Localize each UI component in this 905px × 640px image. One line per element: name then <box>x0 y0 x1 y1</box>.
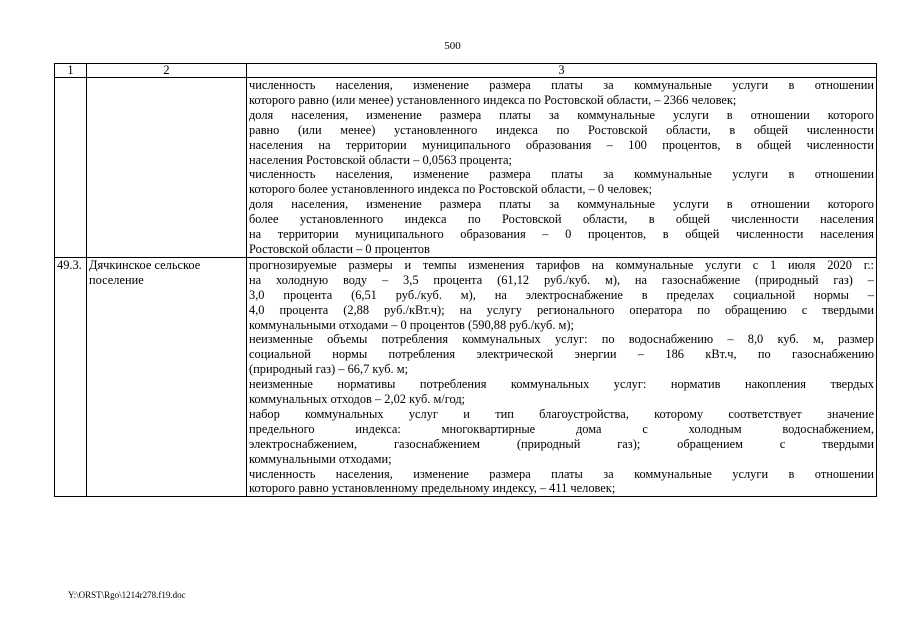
text-line: коммунальными отходами; <box>249 451 392 466</box>
text-line: численность населения, изменение размера платы за коммунальные услуги в отношении <box>249 167 874 182</box>
text-line: на территории муниципального образования – 0 процентов, в общей численности населения <box>249 227 874 242</box>
text-line: электроснабжением, газоснабжением (природный газ); обращением с твердыми <box>249 436 874 451</box>
row-text-cell <box>247 257 877 497</box>
row-text-cell <box>247 78 877 258</box>
text-line: (природный газ) – 66,7 куб. м; <box>249 362 409 377</box>
text-line: более установленного индекса по Ростовской области, в общей численности населения <box>249 212 874 227</box>
page-number: 500 <box>444 40 461 52</box>
text-line: численность населения, изменение размера платы за коммунальные услуги в отношении <box>249 466 874 481</box>
text-line: коммунальными отходами – 0 процентов (590,88 руб./куб. м); <box>249 317 574 332</box>
text-line: неизменные объемы потребления коммунальных услуг: по водоснабжению – 8,0 куб. м, размер <box>249 332 874 347</box>
row-number-cell: 49.3. <box>55 257 87 497</box>
header-col1: 1 <box>55 64 87 78</box>
header-col2: 2 <box>87 64 247 78</box>
settlement-name-line2: поселение <box>89 272 144 287</box>
text-line: социальной нормы потребления электрической энергии – 186 кВт.ч, по газоснабжению <box>249 347 874 362</box>
row1-text <box>249 78 874 257</box>
row2-text <box>249 258 874 497</box>
table-header-row <box>55 64 877 78</box>
text-line: на холодную воду – 3,5 процента (61,12 руб./куб. м), на газоснабжение (природный газ) – <box>249 272 874 287</box>
text-line: набор коммунальных услуг и тип благоустройства, которому соответствует значение <box>249 406 874 421</box>
text-line: доля населения, изменение размера платы за коммунальные услуги в отношении которого <box>249 107 874 122</box>
text-line: которого равно установленному предельному индексу, – 411 человек; <box>249 481 616 496</box>
text-line: неизменные нормативы потребления коммунальных услуг: норматив накопления твердых <box>249 377 874 392</box>
text-line: Ростовской области – 0 процентов <box>249 241 430 256</box>
document-table <box>54 63 877 497</box>
text-line: коммунальных отходов – 2,02 куб. м/год; <box>249 392 466 407</box>
table-row <box>55 257 877 497</box>
text-line: которого равно (или менее) установленного индекса по Ростовской области, – 2366 человек; <box>249 92 737 107</box>
row-name-cell <box>87 257 247 497</box>
text-line: которого более установленного индекса по Ростовской области, – 0 человек; <box>249 182 653 197</box>
text-line: равно (или менее) установленного индекса по Ростовской области, в общей численности <box>249 122 874 137</box>
header-col3: 3 <box>247 64 877 78</box>
file-path-footer: Y:\ORST\Rgo\1214r278.f19.doc <box>68 590 186 600</box>
row-name-cell <box>87 78 247 258</box>
table-row <box>55 78 877 258</box>
settlement-name-line1: Дячкинское сельское <box>89 257 201 272</box>
text-line: численность населения, изменение размера платы за коммунальные услуги в отношении <box>249 78 874 92</box>
text-line: 4,0 процента (2,88 руб./кВт.ч); на услугу регионального оператора по обращению с твердыми <box>249 302 874 317</box>
text-line: доля населения, изменение размера платы за коммунальные услуги в отношении которого <box>249 197 874 212</box>
text-line: населения Ростовской области – 0,0563 процента; <box>249 152 512 167</box>
text-line: прогнозируемые размеры и темпы изменения тарифов на коммунальные услуги с 1 июля 2020 г.: <box>249 257 874 272</box>
row-number-cell <box>55 78 87 258</box>
text-line: 3,0 процента (6,51 руб./куб. м), на электроснабжение в пределах социальной нормы – <box>249 287 874 302</box>
text-line: населения на территории муниципального образования – 100 процентов, в общей численности <box>249 137 874 152</box>
text-line: предельного индекса: многоквартирные дома с холодным водоснабжением, <box>249 421 874 436</box>
